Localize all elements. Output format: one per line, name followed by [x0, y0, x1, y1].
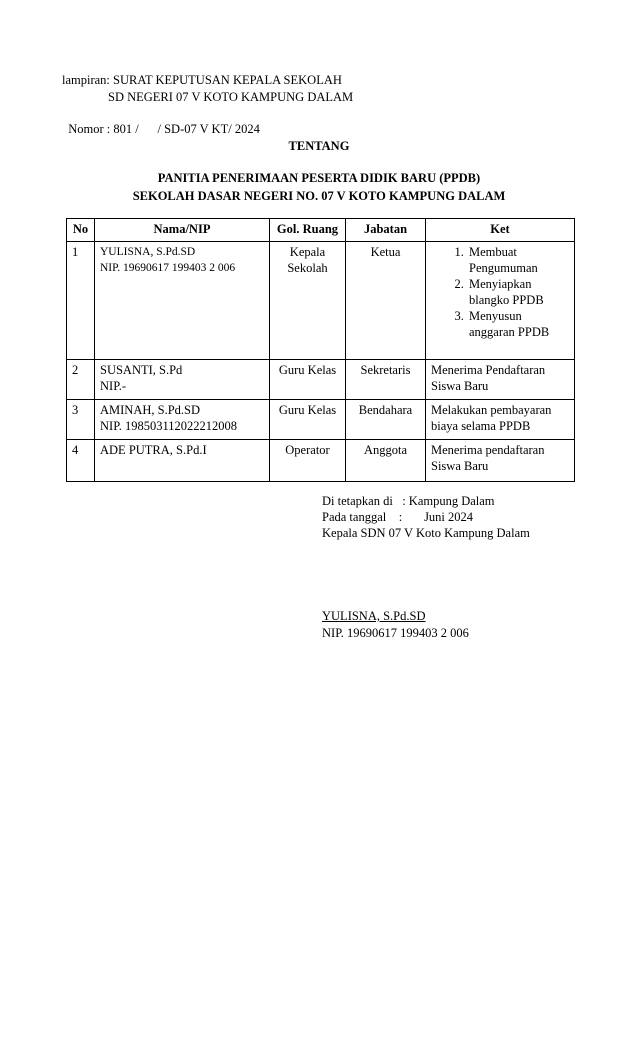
- header-no: No: [67, 219, 95, 242]
- table-row: [67, 360, 575, 400]
- cell-jabatan: Sekretaris: [346, 360, 426, 400]
- cell-jabatan: Bendahara: [346, 400, 426, 440]
- cell-ket: [426, 242, 575, 360]
- cell-no: 3: [67, 400, 95, 440]
- table-row: [67, 440, 575, 482]
- cell-no: 1: [67, 242, 95, 360]
- cell-no: 4: [67, 440, 95, 482]
- signatory-nip: NIP. 19690617 199403 2 006: [322, 626, 469, 640]
- cell-nip: NIP.-: [100, 379, 127, 393]
- cell-nama: YULISNA, S.Pd.SD: [100, 246, 196, 258]
- committee-table: [66, 218, 575, 482]
- table-header-row: [67, 219, 575, 242]
- cell-jabatan: Anggota: [346, 440, 426, 482]
- cell-nip: NIP. 19690617 199403 2 006: [100, 262, 236, 274]
- ket-list-item: 2. Menyiapkan blangko PPDB: [467, 276, 569, 308]
- cell-gol-ruang: Guru Kelas: [270, 360, 346, 400]
- cell-nama: SUSANTI, S.Pd: [100, 363, 183, 377]
- ket-list-item: 1. Membuat Pengumuman: [467, 244, 569, 276]
- cell-ket: Menerima Pendaftaran Siswa Baru: [426, 360, 575, 400]
- table-row: [67, 400, 575, 440]
- cell-gol-ruang: Kepala Sekolah: [270, 242, 346, 360]
- cell-gol-ruang: Operator: [270, 440, 346, 482]
- cell-jabatan: Ketua: [346, 242, 426, 360]
- lampiran-text-2: SD NEGERI 07 V KOTO KAMPUNG DALAM: [108, 90, 354, 104]
- ditetapkan-line: Di tetapkan di : Kampung Dalam: [322, 494, 495, 508]
- lampiran-label: lampiran:: [62, 73, 110, 87]
- cell-nama: AMINAH, S.Pd.SD: [100, 403, 201, 417]
- cell-ket: Menerima pendaftaran Siswa Baru: [426, 440, 575, 482]
- lampiran-line: [62, 73, 342, 88]
- title-line-2: SEKOLAH DASAR NEGERI NO. 07 V KOTO KAMPUNG DALAM: [132, 189, 506, 203]
- cell-no: 2: [67, 360, 95, 400]
- table-row: [67, 242, 575, 360]
- signatory-position: Kepala SDN 07 V Koto Kampung Dalam: [322, 526, 530, 540]
- ket-list: [431, 244, 569, 340]
- cell-nip: NIP. 198503112022212008: [100, 419, 238, 433]
- signatory-name: YULISNA, S.Pd.SD: [322, 609, 426, 623]
- cell-nama: ADE PUTRA, S.Pd.I: [100, 443, 207, 457]
- cell-ket: Melakukan pembayaran biaya selama PPDB: [426, 400, 575, 440]
- tanggal-line: Pada tanggal : Juni 2024: [322, 510, 474, 524]
- cell-gol-ruang: Guru Kelas: [270, 400, 346, 440]
- title-line-1: PANITIA PENERIMAAN PESERTA DIDIK BARU (PPDB): [157, 171, 481, 185]
- cell-nama-nip: [95, 440, 270, 482]
- header-ket: Ket: [426, 219, 575, 242]
- lampiran-text-1: SURAT KEPUTUSAN KEPALA SEKOLAH: [113, 73, 342, 87]
- nomor-label: Nomor: [68, 122, 104, 136]
- ket-list-item: 3. Menyusun anggaran PPDB: [467, 308, 569, 340]
- cell-nama-nip: [95, 242, 270, 360]
- header-jabatan: Jabatan: [346, 219, 426, 242]
- header-nama-nip: Nama/NIP: [95, 219, 270, 242]
- nomor-line: [62, 107, 260, 137]
- cell-nama-nip: [95, 360, 270, 400]
- nomor-value: : 801 / / SD-07 V KT/ 2024: [106, 122, 260, 136]
- cell-nama-nip: [95, 400, 270, 440]
- tentang-heading: TENTANG: [288, 139, 350, 153]
- header-gol-ruang: Gol. Ruang: [270, 219, 346, 242]
